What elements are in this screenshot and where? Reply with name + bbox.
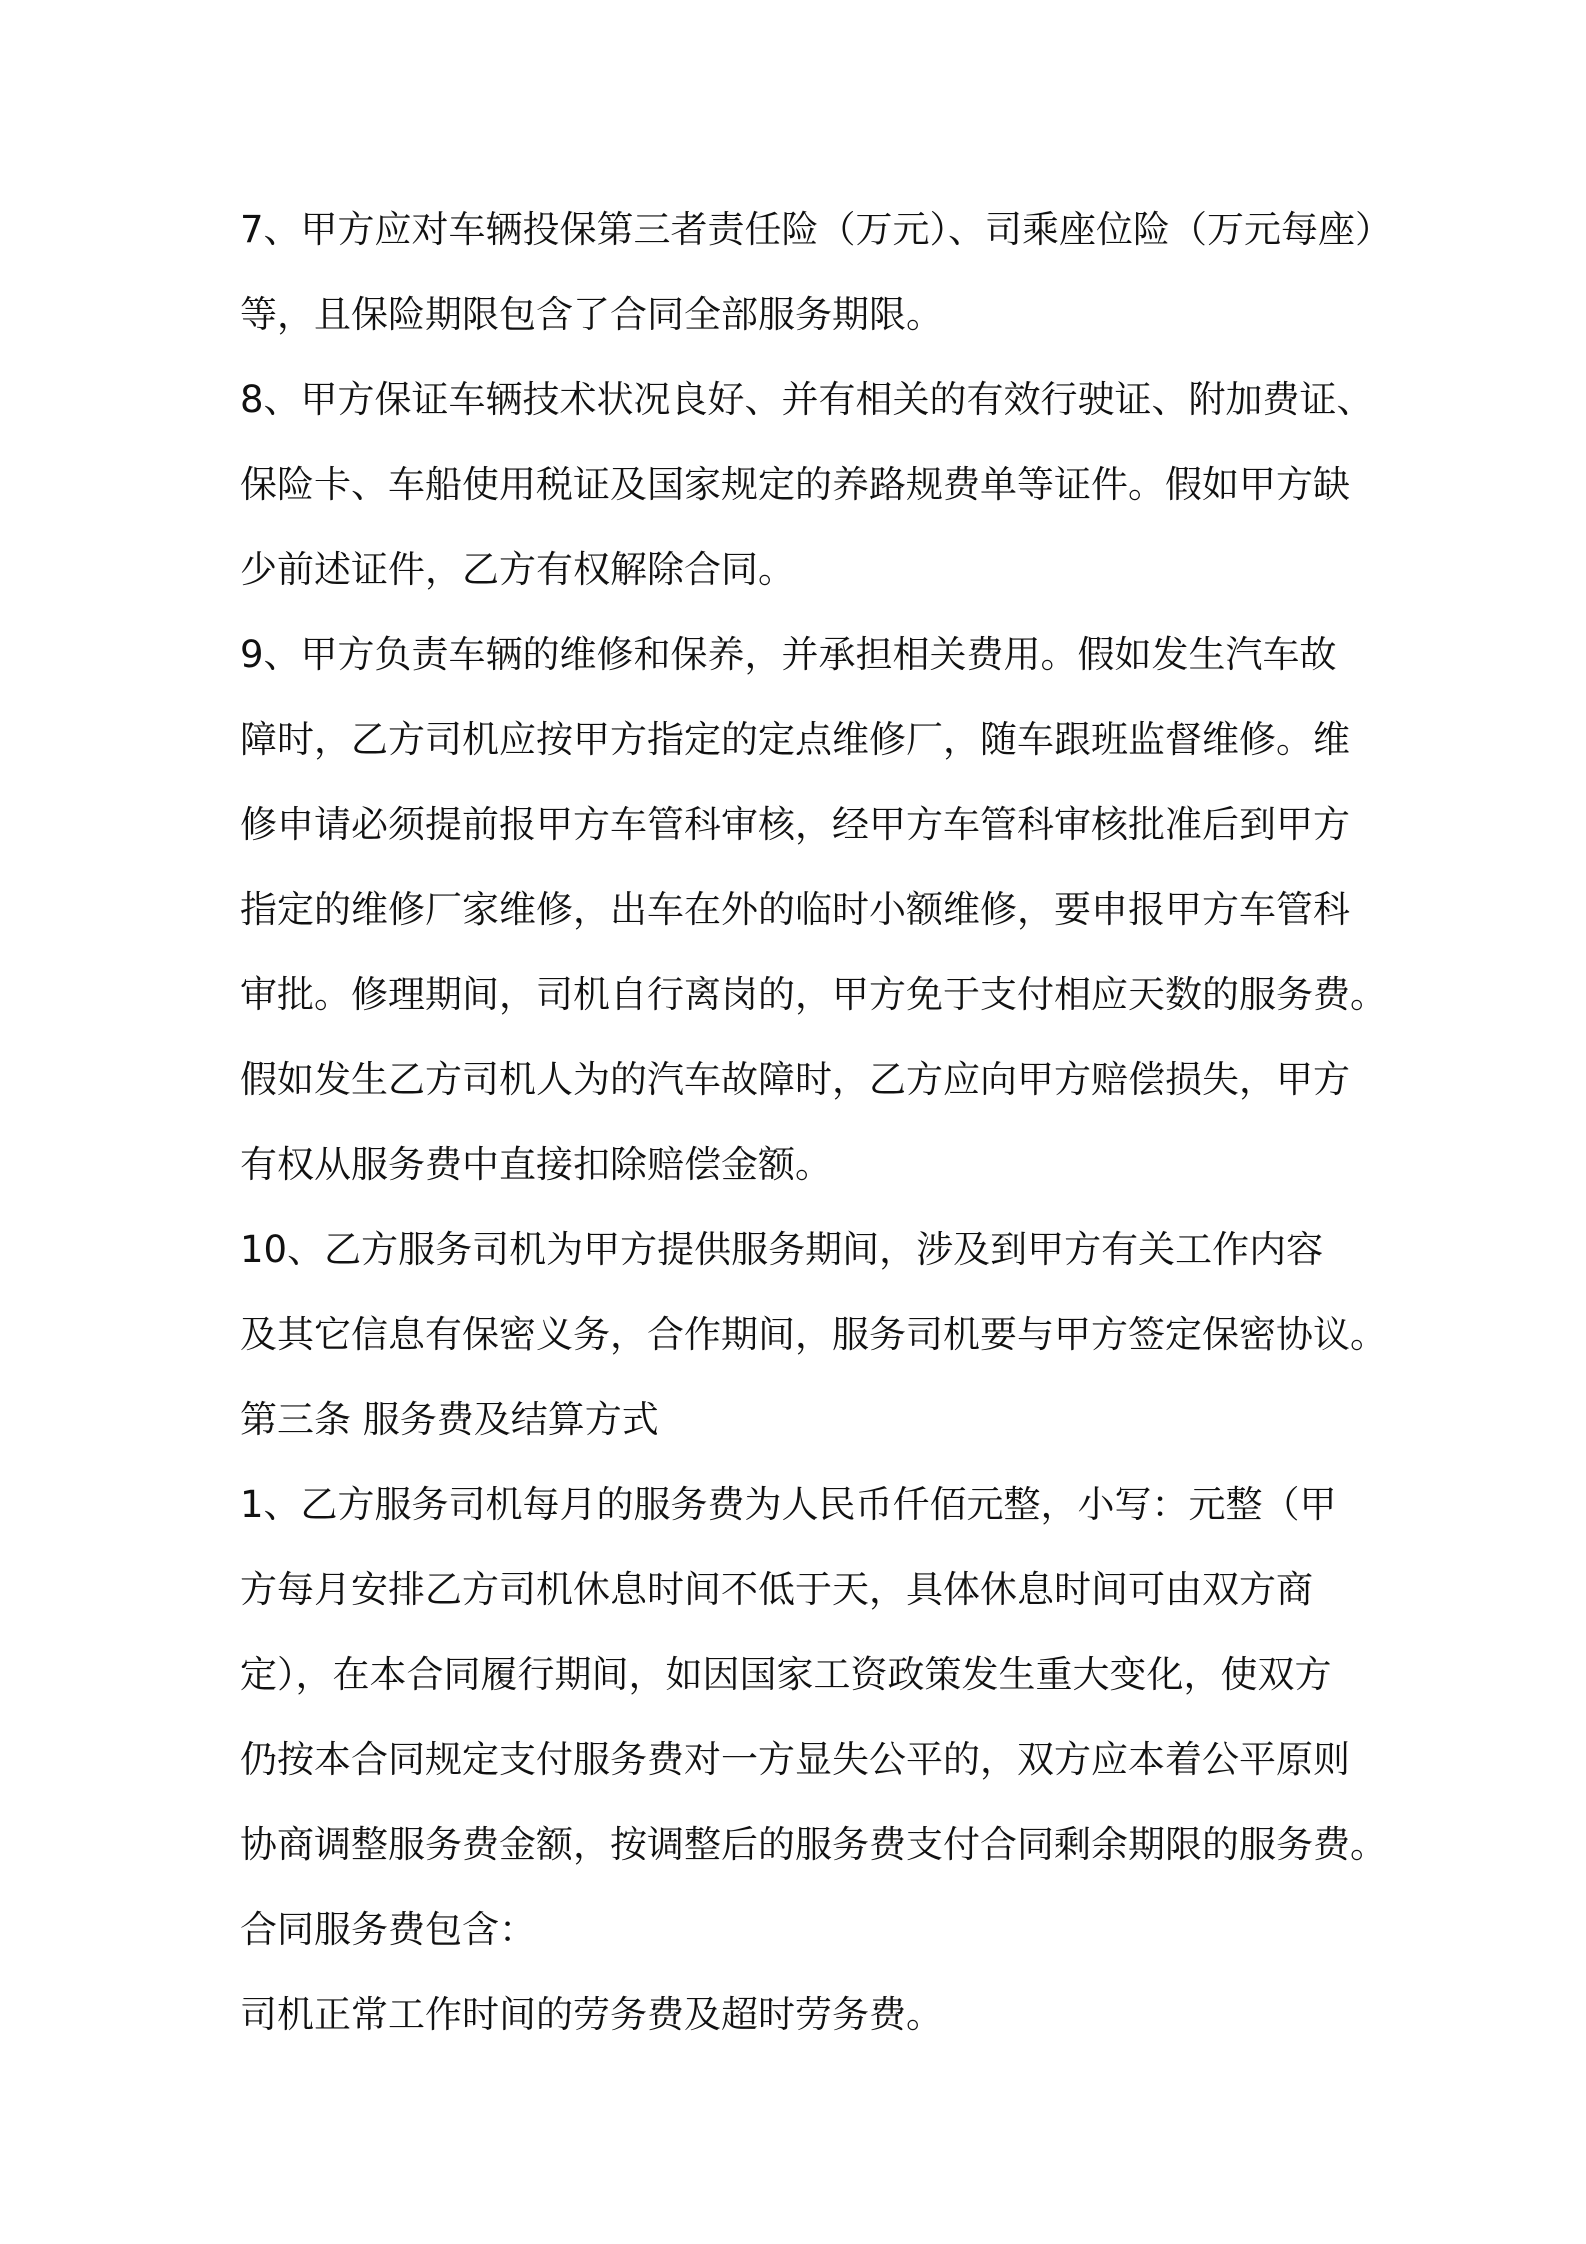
fee-clause-1-line-4: 仍按本合同规定支付服务费对一方显失公平的，双方应本着公平原则 <box>240 1738 1350 1781</box>
clause-9-line-6: 假如发生乙方司机人为的汽车故障时，乙方应向甲方赔偿损失，甲方 <box>240 1058 1350 1101</box>
clause-9-line-1: 9、甲方负责车辆的维修和保养，并承担相关费用。假如发生汽车故 <box>240 633 1337 676</box>
clause-8-line-2: 保险卡、车船使用税证及国家规定的养路规费单等证件。假如甲方缺 <box>240 463 1350 506</box>
clause-9-line-2: 障时，乙方司机应按甲方指定的定点维修厂，随车跟班监督维修。维 <box>240 718 1350 761</box>
clause-8-line-1: 8、甲方保证车辆技术状况良好、并有相关的有效行驶证、附加费证、 <box>240 378 1374 421</box>
clause-7-line-2: 等，且保险期限包含了合同全部服务期限。 <box>240 293 943 336</box>
fee-clause-1-line-2: 方每月安排乙方司机休息时间不低于天，具体休息时间可由双方商 <box>240 1568 1313 1611</box>
clause-7-line-1: 7、甲方应对车辆投保第三者责任险（万元）、司乘座位险（万元每座） <box>240 208 1393 251</box>
fee-includes-item: 司机正常工作时间的劳务费及超时劳务费。 <box>240 1993 943 2036</box>
fee-includes-heading: 合同服务费包含： <box>240 1908 536 1951</box>
clause-10-line-2: 及其它信息有保密义务，合作期间，服务司机要与甲方签定保密协议。 <box>240 1313 1387 1356</box>
clause-10-line-1: 10、乙方服务司机为甲方提供服务期间，涉及到甲方有关工作内容 <box>240 1228 1324 1271</box>
clause-9-line-4: 指定的维修厂家维修，出车在外的临时小额维修，要申报甲方车管科 <box>240 888 1350 931</box>
clause-9-line-5: 审批。修理期间，司机自行离岗的，甲方免于支付相应天数的服务费。 <box>240 973 1387 1016</box>
fee-clause-1-line-5: 协商调整服务费金额，按调整后的服务费支付合同剩余期限的服务费。 <box>240 1823 1387 1866</box>
clause-9-line-3: 修申请必须提前报甲方车管科审核，经甲方车管科审核批准后到甲方 <box>240 803 1350 846</box>
fee-clause-1-line-1: 1、乙方服务司机每月的服务费为人民币仟佰元整，小写：元整（甲 <box>240 1483 1337 1526</box>
section-heading-article-3: 第三条 服务费及结算方式 <box>240 1398 659 1441</box>
clause-8-line-3: 少前述证件，乙方有权解除合同。 <box>240 548 795 591</box>
clause-9-line-7: 有权从服务费中直接扣除赔偿金额。 <box>240 1143 832 1186</box>
fee-clause-1-line-3: 定），在本合同履行期间，如因国家工资政策发生重大变化，使双方 <box>240 1653 1332 1696</box>
